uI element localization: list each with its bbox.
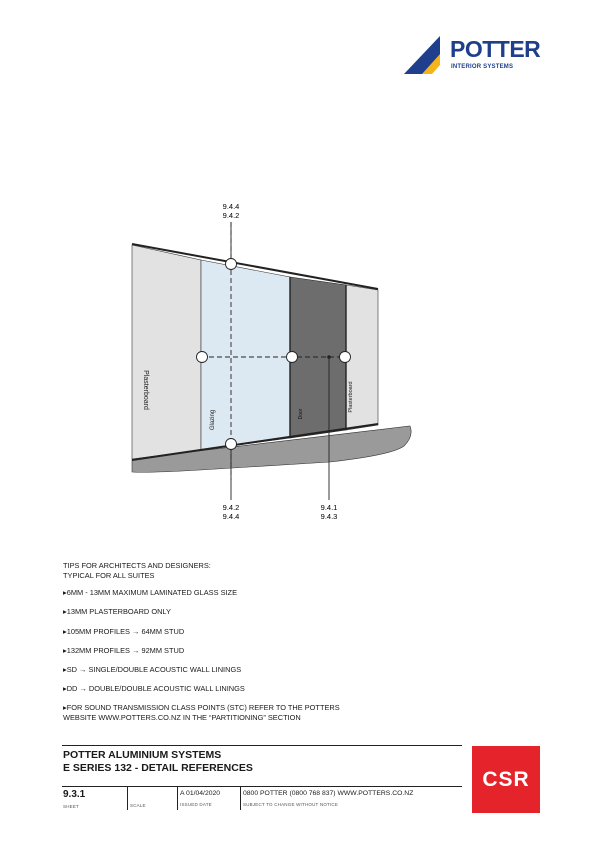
ref-bottom-left-2: 9.4.4: [222, 512, 240, 521]
tips-section: [63, 561, 363, 732]
ref-bottom-left-1: 9.4.2: [222, 503, 240, 512]
title-block-mid-rule: [62, 786, 462, 787]
cell-divider: [177, 787, 178, 810]
ref-marker-jamb-right: [340, 352, 351, 363]
label-plasterboard-right: Plasterboard: [348, 381, 354, 413]
scale-cell: [130, 799, 146, 810]
issue-cell: [180, 790, 220, 809]
brand-name: POTTER: [450, 36, 541, 62]
brand-subtitle: INTERIOR SYSTEMS: [451, 64, 514, 70]
ref-bottom-right-1: 9.4.1: [320, 503, 338, 512]
title-line-1: POTTER ALUMINIUM SYSTEMS: [63, 749, 222, 761]
ref-top-1: 9.4.4: [222, 202, 240, 211]
detail-elevation-drawing: [0, 195, 595, 530]
label-glazing: Glazing: [210, 409, 216, 431]
tips-heading: TIPS FOR ARCHITECTS AND DESIGNERS:: [63, 561, 211, 570]
tip-item: ▸ FOR SOUND TRANSMISSION CLASS POINTS (STC) REFER TO THE POTTERS WEBSITE WWW.POTTERS.CO.NZ IN THE “PARTITIONING” SECTION: [63, 703, 363, 722]
tip-item: ▸ 6MM - 13MM MAXIMUM LAMINATED GLASS SIZE: [63, 588, 363, 598]
title-block-title: [63, 749, 253, 775]
scale-label: SCALE: [130, 803, 146, 808]
label-plasterboard-left: Plasterboard: [142, 370, 149, 410]
plasterboard-left-panel: [132, 245, 201, 459]
contact-text: 0800 POTTER (0800 768 837) WWW.POTTERS.CO.NZ: [243, 790, 414, 797]
ref-bottom-right-2: 9.4.3: [320, 512, 338, 521]
ref-top-2: 9.4.2: [222, 211, 240, 220]
sheet-cell: [63, 790, 85, 811]
tip-item: ▸ 132MM PROFILES → 92MM STUD: [63, 646, 363, 656]
csr-logo: CSR: [472, 746, 540, 813]
tips-list: [63, 588, 363, 722]
ref-marker-head: [226, 259, 237, 270]
contact-label: SUBJECT TO CHANGE WITHOUT NOTICE: [243, 802, 339, 807]
issue-date: A 01/04/2020: [180, 790, 221, 797]
issue-label: ISSUED DATE: [180, 802, 212, 807]
cell-divider: [127, 787, 128, 810]
tip-item: ▸ 13MM PLASTERBOARD ONLY: [63, 607, 363, 617]
ref-marker-jamb-left: [197, 352, 208, 363]
tip-item: ▸ DD → DOUBLE/DOUBLE ACOUSTIC WALL LININGS: [63, 684, 363, 694]
contact-cell: [243, 790, 413, 809]
title-line-2: E SERIES 132 - DETAIL REFERENCES: [63, 762, 253, 774]
sheet-number: 9.3.1: [63, 789, 86, 800]
tip-item: ▸ 105MM PROFILES → 64MM STUD: [63, 627, 363, 637]
cell-divider: [240, 787, 241, 810]
label-door: Door: [298, 408, 304, 420]
sheet-label: SHEET: [63, 804, 80, 809]
tips-subheading: TYPICAL FOR ALL SUITES: [63, 570, 155, 580]
tip-item: ▸ SD → SINGLE/DOUBLE ACOUSTIC WALL LININGS: [63, 665, 363, 675]
ref-marker-mullion: [287, 352, 298, 363]
title-block-top-rule: [62, 745, 462, 746]
ref-marker-sill: [226, 439, 237, 450]
